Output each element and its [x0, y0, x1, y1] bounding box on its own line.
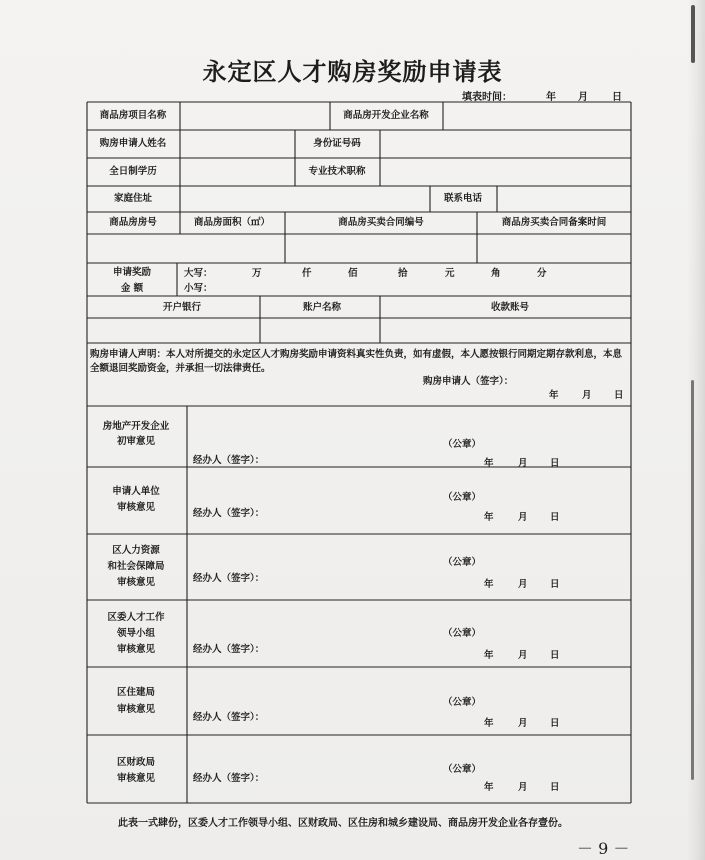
review-0-label-line1: 房地产开发企业: [102, 421, 170, 432]
review-5-label-line1: 区财政局: [116, 757, 156, 768]
review-3-month: 月: [518, 650, 528, 661]
label-project-name: 商品房项目名称: [99, 110, 167, 121]
review-0-year: 年: [484, 458, 494, 469]
label-developer-name: 商品房开发企业名称: [343, 110, 429, 121]
review-2-day: 日: [550, 579, 560, 590]
review-0-handler: 经办人（签字）：: [193, 455, 265, 466]
review-1-label-line2: 审核意见: [116, 502, 156, 513]
scan-edge-mark: [691, 5, 695, 63]
review-3-year: 年: [484, 650, 494, 661]
unit-yuan: 元: [445, 268, 455, 279]
review-2-handler: 经办人（签字）：: [193, 573, 265, 584]
review-5-handler: 经办人（签字）：: [193, 773, 265, 784]
label-account-number: 收款账号: [490, 302, 530, 313]
label-id-number: 身份证号码: [313, 138, 361, 149]
review-2-month: 月: [518, 579, 528, 590]
fill-month: 月: [578, 92, 588, 103]
label-contract-number: 商品房买卖合同编号: [338, 217, 424, 228]
unit-wan: 万: [252, 268, 262, 279]
page-number: － 9 －: [577, 839, 630, 858]
review-3-label-line3: 审核意见: [116, 644, 156, 655]
footer-note: 此表一式肆份，区委人才工作领导小组、区财政局、区住房和城乡建设局、商品房开发企业各存壹份。: [118, 818, 568, 829]
review-3-seal: （公章）: [443, 628, 482, 639]
review-3-label-line2: 领导小组: [116, 628, 156, 639]
label-award-amount-line1: 申请奖励: [112, 267, 152, 278]
review-3-label-line1: 区委人才工作: [107, 612, 165, 623]
label-education: 全日制学历: [109, 166, 157, 177]
review-4-month: 月: [518, 718, 528, 729]
label-lowercase: 小写：: [184, 283, 213, 294]
declaration-text: 购房申请人声明：本人对所提交的永定区人才购房奖励申请资料真实性负责，如有虚假，本人愿按银行同期定期存款利息，本息全额退回奖励资金，并承担一切法律责任。: [90, 349, 623, 374]
declaration-day: 日: [614, 390, 624, 401]
review-4-seal: （公章）: [443, 697, 482, 708]
page-edge-shadow: [687, 0, 705, 860]
review-3-handler: 经办人（签字）：: [193, 644, 265, 655]
declaration-signature: 购房申请人（签字）：: [423, 376, 514, 387]
review-5-year: 年: [484, 782, 494, 793]
review-1-month: 月: [518, 512, 528, 523]
review-5-label-line2: 审核意见: [116, 773, 156, 784]
fill-year: 年: [546, 92, 556, 103]
label-home-address: 家庭住址: [113, 193, 153, 204]
label-account-name: 账户名称: [302, 302, 342, 313]
review-1-label-line1: 申请人单位: [112, 486, 160, 497]
review-2-label-line3: 审核意见: [116, 577, 156, 588]
review-1-handler: 经办人（签字）：: [193, 508, 265, 519]
review-4-day: 日: [550, 718, 560, 729]
declaration-year: 年: [549, 390, 559, 401]
review-0-day: 日: [550, 458, 560, 469]
form-title: 永定区人才购房奖励申请表: [202, 57, 503, 86]
review-0-month: 月: [518, 458, 528, 469]
review-2-year: 年: [484, 579, 494, 590]
fill-time-label: 填表时间：: [462, 92, 512, 103]
unit-jiao: 角: [491, 268, 501, 279]
label-house-number: 商品房房号: [109, 217, 157, 228]
review-1-seal: （公章）: [443, 492, 482, 503]
review-2-label-line1: 区人力资源: [112, 545, 160, 556]
label-house-area: 商品房面积（㎡）: [193, 217, 271, 228]
review-4-label-line2: 审核意见: [116, 704, 156, 715]
label-applicant-name: 购房申请人姓名: [99, 138, 167, 149]
unit-qian: 仟: [302, 268, 312, 279]
scan-edge-mark: [691, 380, 694, 780]
label-contract-filing-time: 商品房买卖合同备案时间: [501, 217, 607, 228]
unit-bai: 佰: [348, 268, 358, 279]
review-4-label-line1: 区住建局: [116, 687, 156, 698]
review-5-day: 日: [550, 782, 560, 793]
label-uppercase: 大写：: [184, 268, 213, 279]
label-professional-title: 专业技术职称: [308, 166, 366, 177]
review-0-seal: （公章）: [443, 439, 482, 450]
review-4-year: 年: [484, 718, 494, 729]
review-5-seal: （公章）: [443, 764, 482, 775]
declaration-month: 月: [582, 390, 592, 401]
fill-day: 日: [612, 92, 622, 103]
review-1-day: 日: [550, 512, 560, 523]
review-2-seal: （公章）: [443, 557, 482, 568]
label-bank: 开户银行: [162, 302, 202, 313]
label-award-amount-line2: 金 额: [120, 283, 144, 294]
review-4-handler: 经办人（签字）：: [193, 712, 265, 723]
review-5-month: 月: [518, 782, 528, 793]
unit-shi: 拾: [398, 268, 408, 279]
review-0-label-line2: 初审意见: [116, 436, 156, 447]
review-1-year: 年: [484, 512, 494, 523]
unit-fen: 分: [537, 268, 547, 279]
label-phone: 联系电话: [443, 193, 483, 204]
review-3-day: 日: [550, 650, 560, 661]
review-2-label-line2: 和社会保障局: [107, 561, 165, 572]
